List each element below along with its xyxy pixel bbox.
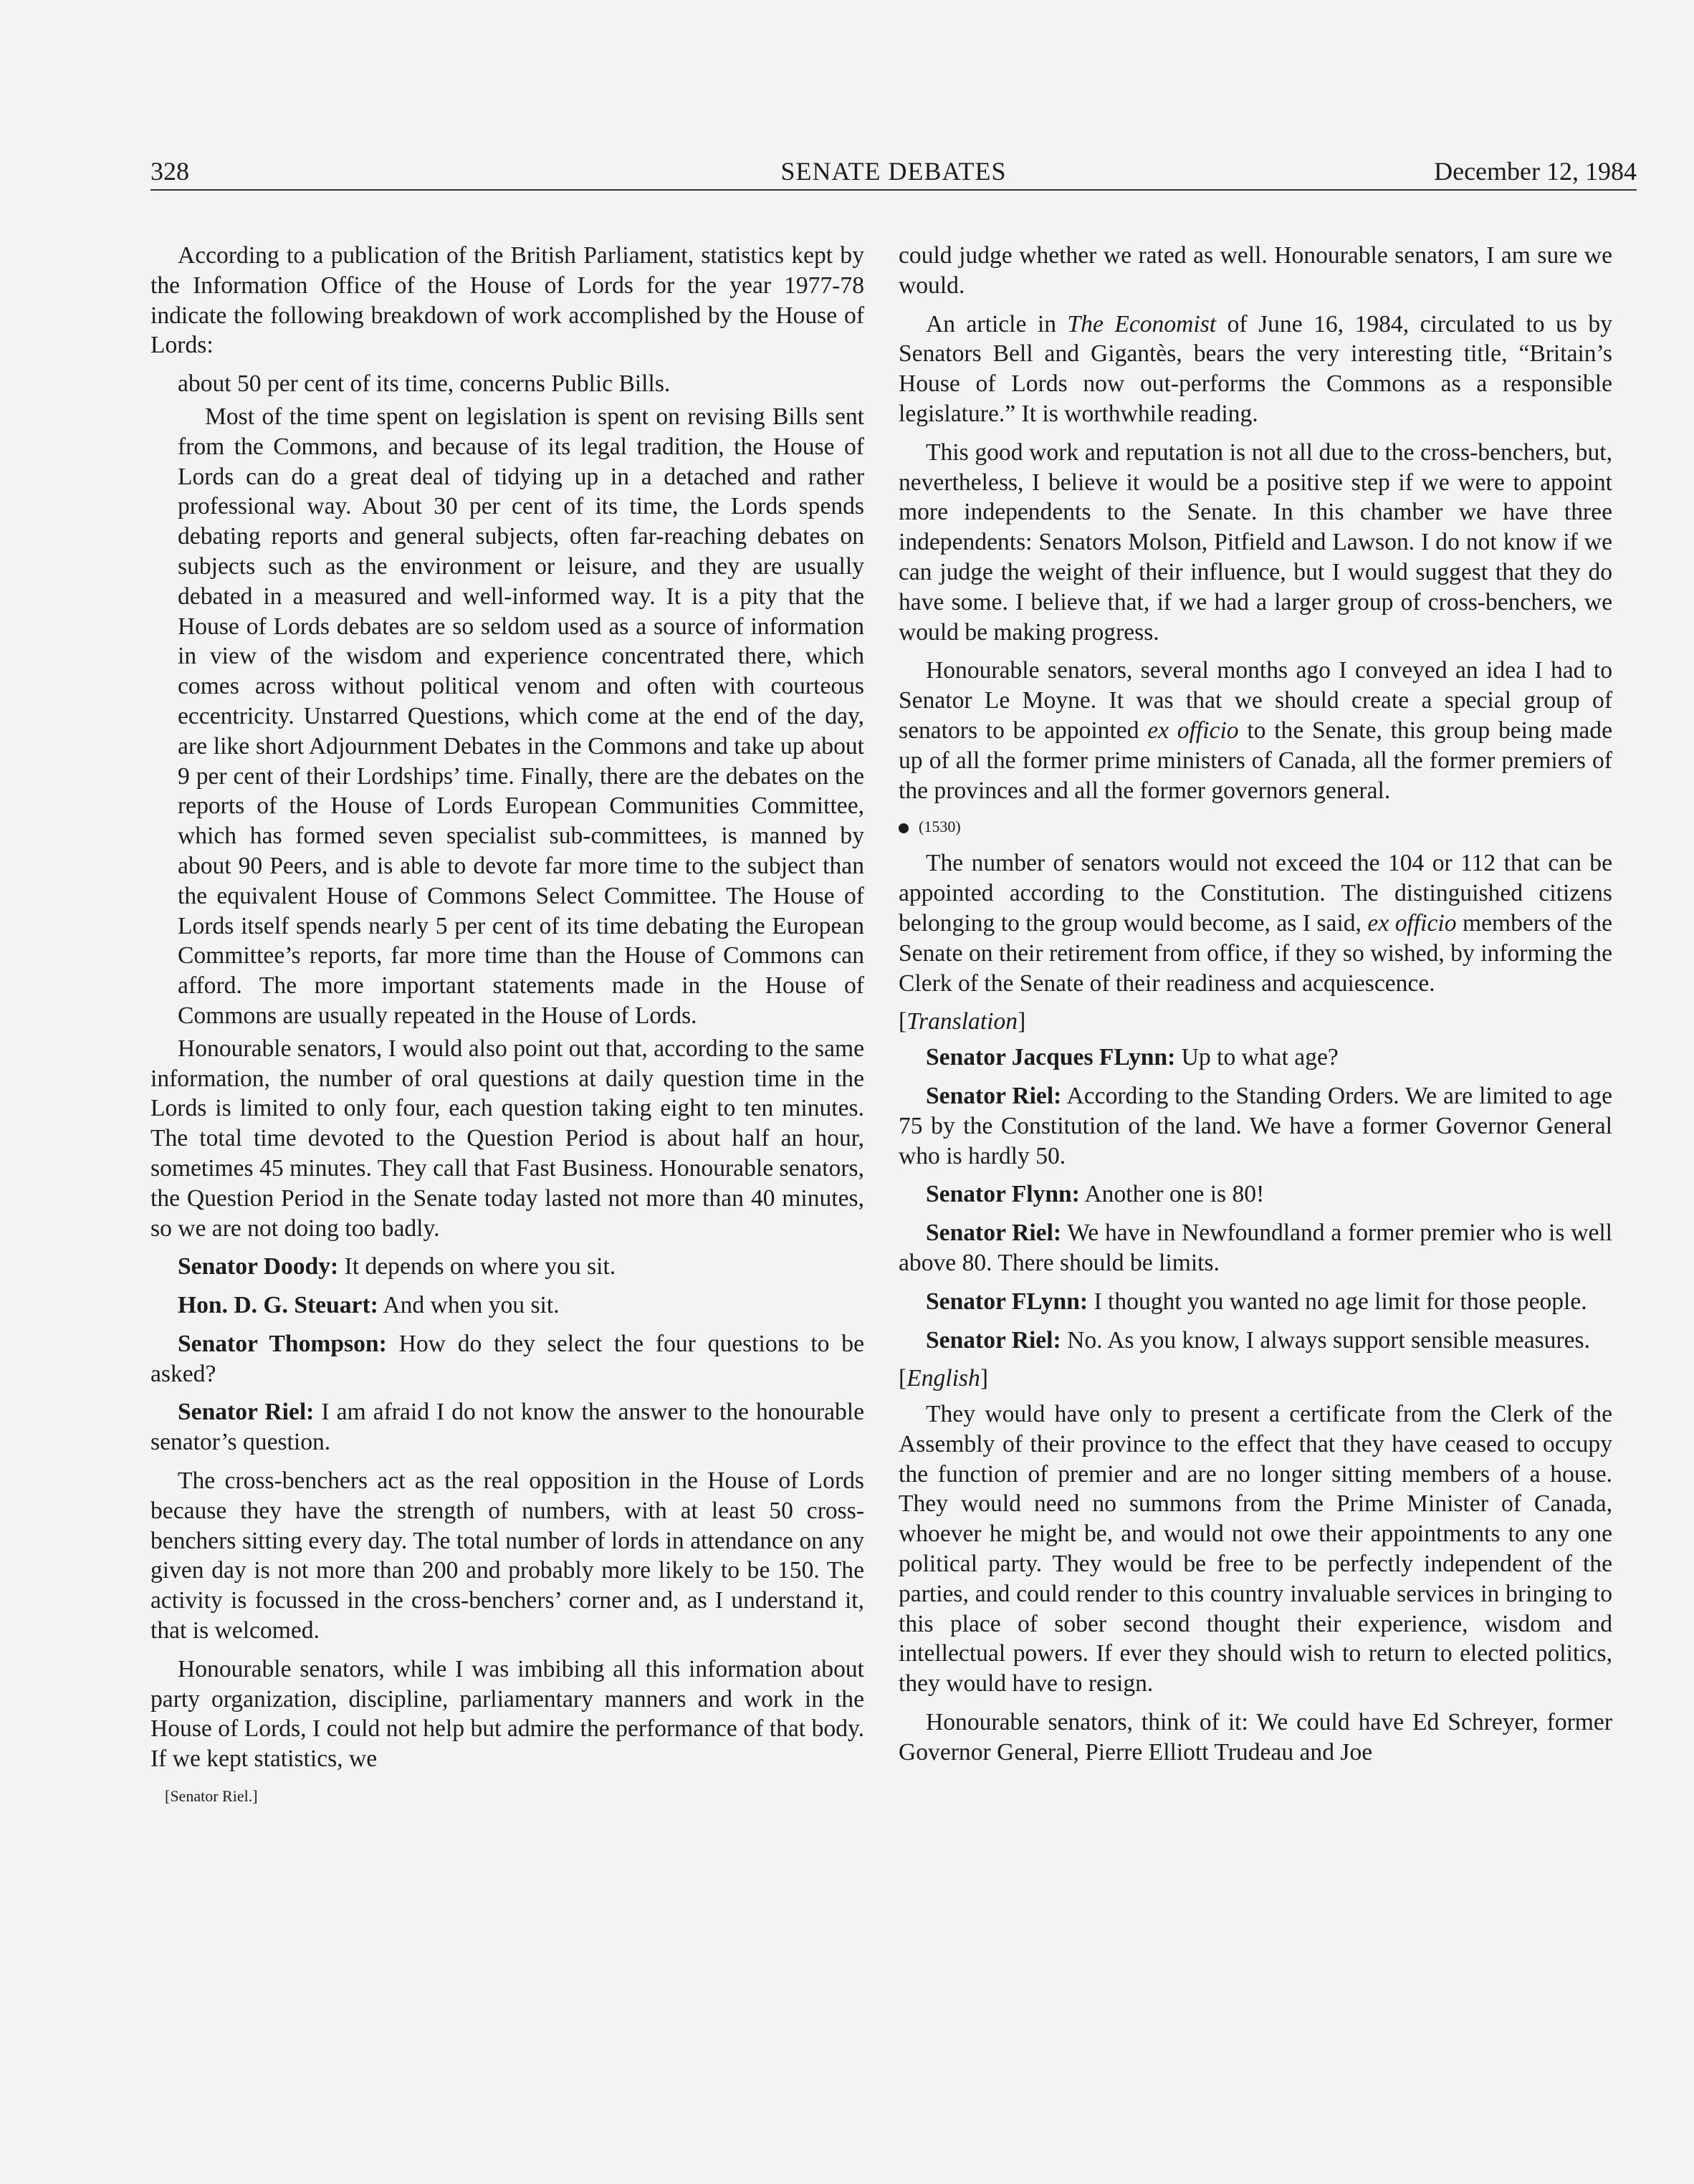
text-run: Honourable senators, several months ago I conveyed an idea I had to Senator Le Moyne. It was that we should create a special group of senators to be appointed (899, 657, 1612, 744)
text-run: to the Senate, this group being made up of all the former prime ministers of Canada, all the former premiers of the provinces and all the former governors general. (899, 717, 1613, 804)
speech-text: We have in Newfoundland a former premier who is well above 80. There should be limits. (899, 1220, 1612, 1276)
left-column (150, 241, 864, 1816)
italic-term: ex officio (1367, 909, 1457, 937)
speech-text: I thought you wanted no age limit for those people. (1088, 1288, 1587, 1315)
text-run: An article in (926, 310, 1068, 337)
text-run: The number of senators would not exceed the 104 or 112 that can be appointed according to the Constitution. The distinguished citizens belonging to the group would become, as I said, (899, 850, 1612, 937)
quote-line: about 50 per cent of its time, concerns Public Bills. (178, 370, 671, 398)
publication-title: SENATE DEBATES (780, 157, 1007, 186)
publication-name: The Economist (1067, 310, 1217, 337)
time-marker (899, 814, 1612, 840)
speech-text: And when you sit. (378, 1292, 560, 1319)
paragraph: This good work and reputation is not all due to the cross-benchers, but, nevertheless, I believe it would be a positive step if we were to appoint more independents to the Senate. In this chamber we have three independents: Senators Molson, Pitfield and Lawson. I do not know if we can judge the weight of their influence, but I would suggest that they do have some. I believe that, if we had a larger group of cross-benchers, we would be making progress. (899, 439, 1612, 646)
speaker-name: Senator Riel: (926, 1326, 1061, 1354)
paragraph (899, 656, 1612, 805)
speech-text: I am afraid I do not know the answer to the honourable senator’s question. (150, 1399, 864, 1456)
paragraph: Honourable senators, I would also point out that, according to the same information, the number of oral questions at daily question time in the Lords is limited to only four, each question taking eight to ten minutes. The total time devoted to the Question Period is about half an hour, sometimes 45 minutes. They call that Fast Business. Honourable senators, the Question Period in the Senate today lasted not more than 40 minutes, so we are not doing too badly. (150, 1035, 864, 1242)
language-tag: [Translation] (899, 1008, 1026, 1035)
speaker-name: Senator Jacques FLynn: (926, 1044, 1176, 1071)
speaker-turn (150, 1397, 864, 1457)
speaker-turn (899, 1218, 1612, 1278)
paragraph: The cross-benchers act as the real opposition in the House of Lords because they have the strength of numbers, with at least 50 cross-benchers sitting every day. The total number of lords in attendance on any given day is not more than 200 and probably more likely to be 150. The activity is focussed in the cross-benchers’ corner and, as I understand it, that is welcomed. (150, 1467, 864, 1644)
language-tag: [English] (899, 1365, 988, 1392)
speaker-turn (899, 1326, 1612, 1356)
italic-term: ex officio (1147, 717, 1239, 744)
language-tag-text: English (906, 1365, 980, 1392)
speech-text: Up to what age? (1175, 1044, 1339, 1071)
language-tag-text: Translation (906, 1008, 1018, 1035)
speaker-turn (899, 1287, 1612, 1317)
right-column (899, 241, 1612, 1776)
header-rule (150, 189, 1637, 191)
speaker-footnote: [Senator Riel.] (165, 1787, 258, 1806)
speaker-name: Senator FLynn: (926, 1288, 1088, 1315)
speaker-name: Senator Doody: (178, 1253, 339, 1280)
speaker-turn (150, 1290, 864, 1321)
paragraph: Honourable senators, while I was imbibing all this information about party organization, discipline, parliamentary manners and work in the House of Lords, I could not help but admire the performance of that body. If we kept statistics, we (150, 1655, 864, 1773)
speaker-name: Hon. D. G. Steuart: (178, 1292, 378, 1319)
speaker-name: Senator Riel: (178, 1399, 315, 1426)
speech-text: Another one is 80! (1079, 1181, 1265, 1208)
speech-text: It depends on where you sit. (338, 1253, 616, 1280)
speaker-name: Senator Riel: (926, 1220, 1062, 1247)
quote-block: Most of the time spent on legislation is spent on revising Bills sent from the Commons, and because of its legal tradition, the House of Lords can do a great deal of tidying up in a detached and rather professional way. About 30 per cent of its time, the Lords spends debating reports and general subjects, often far-reaching debates on subjects such as the environment or leisure, and they are usually debated in a measured and well-informed way. It is a pity that the House of Lords debates are so seldom used as a source of information in view of the wisdom and experience concentrated there, which comes across without political venom and often with courteous eccentricity. Unstarred Questions, which come at the end of the day, are like short Adjournment Debates in the Commons and take up about 9 per cent of their Lordships’ time. Finally, there are the debates on the reports of the House of Lords European Communities Committee, which has formed seven specialist sub-committees, is manned by about 90 Peers, and is able to devote far more time to the subject than the equivalent House of Commons Select Committee. The House of Lords itself spends nearly 5 per cent of its time debating the European Committee’s reports, far more time than the House of Commons can afford. The more important statements made in the House of Commons are usually repeated in the House of Lords. (178, 403, 864, 1029)
paragraph: They would have only to present a certificate from the Clerk of the Assembly of their province to the effect that they have ceased to occupy the function of premier and are no longer sitting members of a house. They would need no summons from the Prime Minister of Canada, whoever he might be, and would not owe their appointments to any one political party. They would be free to be perfectly independent of the parties, and could render to this country invaluable services in bringing to this place of sober second thought their experience, wisdom and intellectual powers. If ever they should wish to return to elected politics, they would have to resign. (899, 1401, 1612, 1697)
bullet-icon (899, 823, 909, 833)
text-run: of June 16, 1984, circulated to us by Senators Bell and Gigantès, bears the very interesting title, “Britain’s House of Lords now out-performs the Commons as a responsible legislature.” It is worthwhile reading. (899, 310, 1612, 427)
paragraph: Honourable senators, think of it: We could have Ed Schreyer, former Governor General, Pierre Elliott Trudeau and Joe (899, 1709, 1612, 1766)
speaker-turn (150, 1329, 864, 1389)
speaker-turn (150, 1252, 864, 1282)
speaker-name: Senator Flynn: (926, 1181, 1080, 1208)
page-header (150, 153, 1637, 189)
speech-text: How do they select the four questions to be asked? (150, 1330, 864, 1387)
paragraph: According to a publication of the British Parliament, statistics kept by the Information Office of the House of Lords for the year 1977-78 indicate the following breakdown of work accomplished by the House of Lords: (150, 242, 864, 359)
paragraph (899, 310, 1612, 429)
speaker-name: Senator Riel: (926, 1082, 1062, 1109)
speaker-turn (899, 1179, 1612, 1210)
paragraph (899, 848, 1612, 998)
speaker-name: Senator Thompson: (178, 1330, 387, 1357)
publication-date: December 12, 1984 (1434, 157, 1637, 186)
text-run: members of the Senate on their retirement from office, if they so wished, by informing the Clerk of the Senate of their readiness and acquiescence. (899, 909, 1612, 997)
speaker-turn (899, 1081, 1612, 1171)
speaker-turn (899, 1043, 1612, 1073)
speech-text: No. As you know, I always support sensible measures. (1061, 1326, 1591, 1354)
time-marker-text: (1530) (919, 818, 961, 836)
speech-text: According to the Standing Orders. We are limited to age 75 by the Constitution of the land. We have a former Governor General who is hardly 50. (899, 1082, 1612, 1169)
page-number: 328 (150, 157, 189, 186)
paragraph: could judge whether we rated as well. Honourable senators, I am sure we would. (899, 242, 1612, 299)
